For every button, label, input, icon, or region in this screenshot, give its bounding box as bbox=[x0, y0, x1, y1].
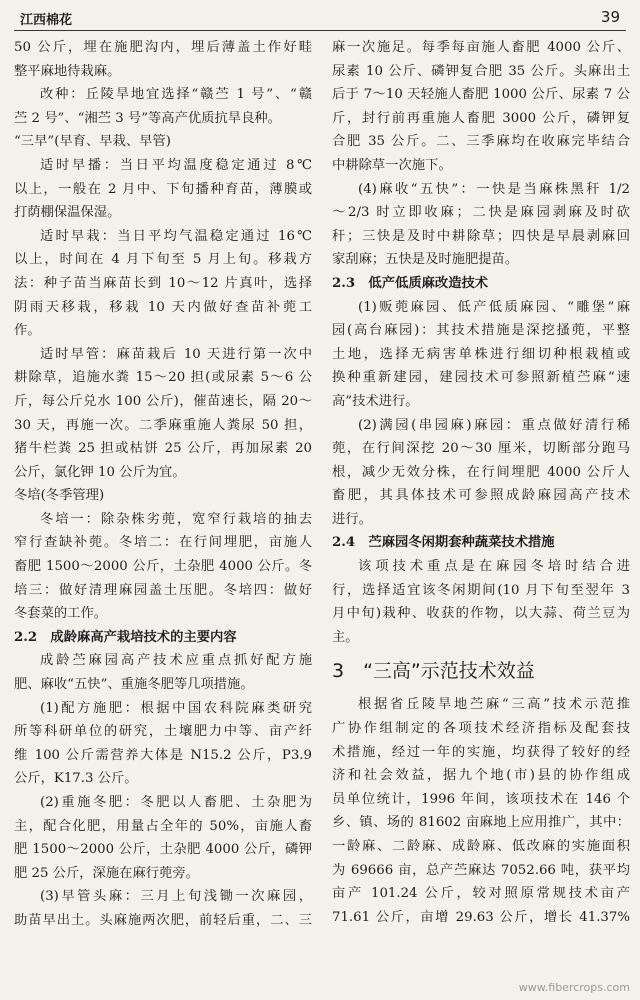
text-line: 高”技术进行。 bbox=[332, 393, 419, 409]
text-line: 作。 bbox=[14, 323, 41, 339]
text-line: 所等科研单位的研究，土壤肥力中等、亩产纤 bbox=[14, 724, 312, 740]
text-line: (3)早管头麻：三月上旬浅锄一次麻园， bbox=[40, 889, 312, 905]
section-heading: 2.4 苎麻园冬闲期套种蔬菜技术措施 bbox=[332, 535, 555, 551]
text-line: 苎 2 号”、“湘苎 3 号”等高产优质抗旱良种。 bbox=[14, 110, 281, 126]
text-line: 助苗早出土。头麻施两次肥，前轻后重，二、三 bbox=[14, 912, 312, 928]
text-line: 广协作组制定的各项技术经济指标及配套技 bbox=[332, 721, 630, 737]
left-column bbox=[14, 36, 312, 933]
text-line: 畜肥 1500～2000 公斤，土杂肥 4000 公斤。冬 bbox=[14, 559, 312, 575]
text-line: 亩产 101.24 公斤，较对照原常规技术亩产 bbox=[332, 886, 630, 902]
text-line: 为 69666 亩，总产苎麻达 7052.66 吨，获平均 bbox=[332, 862, 630, 878]
text-line: 以上，时间在 4 月下旬至 5 月上旬。移栽方 bbox=[14, 252, 312, 268]
text-line: 尿素 10 公斤、磷钾复合肥 35 公斤。头麻出土 bbox=[332, 63, 630, 79]
text-line: 打荫棚保温保湿。 bbox=[14, 205, 121, 221]
text-line: 以上，一般在 2 月中、下旬播种育苗，薄膜或 bbox=[14, 181, 312, 197]
text-line: 肥、麻收“五快”、重施冬肥等几项措施。 bbox=[14, 677, 254, 693]
text-line: 员单位统计，1996 年间，该项技术在 146 个 bbox=[332, 791, 630, 807]
text-line: (2)满园(串园麻)麻园：重点做好清行稀 bbox=[358, 417, 630, 433]
page-header bbox=[14, 6, 626, 31]
text-line: 主，配合化肥，用量占全年的 50%，亩施人畜 bbox=[14, 818, 312, 834]
text-line: 肥 1500～2000 公斤，土杂肥 4000 公斤，磷钾 bbox=[14, 842, 312, 858]
text-line: 公斤，氯化钾 10 公斤为宜。 bbox=[14, 464, 186, 480]
watermark-text: www.fibercrops.com bbox=[518, 981, 630, 994]
text-line: 园(高台麻园)：其技术措施是深挖搔蔸，平整 bbox=[332, 323, 630, 339]
text-line: 阴雨天移栽，移栽 10 天内做好查苗补蔸工 bbox=[14, 299, 312, 315]
text-line: 斤，每公斤兑水 100 公斤)，催苗速长，隔 20～ bbox=[14, 393, 312, 409]
page-number: 39 bbox=[600, 8, 620, 26]
text-line: 后于 7～10 天轻施人畜肥 1000 公斤、尿素 7 公 bbox=[332, 87, 630, 103]
text-line: 斤，封行前再重施人畜肥 3000 公斤，磷钾复 bbox=[332, 110, 630, 126]
text-line: 成龄苎麻园高产技术应重点抓好配方施 bbox=[40, 653, 312, 669]
text-line: 畜肥，其具体技术可参照成龄麻园高产技术 bbox=[332, 488, 630, 504]
text-line: 根，减少无效分株，在行间埋肥 4000 公斤人 bbox=[332, 464, 630, 480]
text-line: 月中旬)栽种、收获的作物，以大蒜、荷兰豆为 bbox=[332, 606, 630, 622]
text-line: 土地，选择无病害单株进行细切种根栽植或 bbox=[332, 346, 630, 362]
text-line: 根据省丘陵旱地苎麻“三高”技术示范推 bbox=[358, 697, 630, 713]
text-line: 术措施，经过一年的实施，均获得了较好的经 bbox=[332, 744, 630, 760]
text-line: 麻一次施足。每季每亩施人畜肥 4000 公斤、 bbox=[332, 40, 630, 55]
section-heading: 2.3 低产低质麻改造技术 bbox=[332, 275, 489, 291]
text-line: 一龄麻、二龄麻、成龄麻、低改麻的实施面积 bbox=[332, 839, 630, 854]
text-line: 济和社会效益，据九个地(市)县的协作组成 bbox=[332, 768, 630, 784]
text-line: 乡、镇、场的 81602 亩麻地上应用推广，其中： bbox=[332, 815, 630, 831]
text-line: 法：种子苗当麻苗长到 10～12 片真叶，选择 bbox=[14, 275, 312, 291]
text-line: 公斤，K17.3 公斤。 bbox=[14, 771, 138, 787]
right-column bbox=[332, 36, 630, 929]
text-line: 该项技术重点是在麻园冬培时结合进 bbox=[358, 559, 630, 575]
text-line: 行，选择适宜该冬闲期间(10 月下旬至翌年 3 bbox=[332, 582, 630, 598]
text-line: (1)贩蔸麻园、低产低质麻园、“雕堡”麻 bbox=[358, 299, 630, 315]
text-line: 主。 bbox=[332, 629, 359, 645]
text-line: 整平麻地待栽麻。 bbox=[14, 63, 121, 79]
text-line: (4)麻收“五快”：一快是当麻株黑秆 1/2 bbox=[358, 181, 630, 197]
text-line: 适时早栽：当日平均气温稳定通过 16℃ bbox=[40, 228, 312, 244]
text-line: (1)配方施肥：根据中国农科院麻类研究 bbox=[40, 700, 312, 716]
text-line: 冬培(冬季管理) bbox=[14, 488, 105, 504]
text-line: 71.61 公斤，亩增 29.63 公斤，增长 41.37% bbox=[332, 909, 630, 925]
text-line: 适时早管：麻苗栽后 10 天进行第一次中 bbox=[40, 346, 312, 362]
text-line: 改种：丘陵旱地宜选择“赣苎 1 号”、“赣 bbox=[40, 87, 312, 103]
text-line: 冬套菜的工作。 bbox=[14, 606, 108, 622]
text-line: 适时早播：当日平均温度稳定通过 8℃ bbox=[40, 157, 312, 173]
text-line: 秆；三快是及时中耕除草；四快是早晨剥麻回 bbox=[332, 228, 630, 244]
text-line: ～2/3 时立即收麻；二快是麻园剥麻及时砍 bbox=[332, 205, 630, 221]
text-line: (2)重施冬肥：冬肥以人畜肥、土杂肥为 bbox=[40, 795, 312, 810]
text-line: 中耕除草一次施下。 bbox=[332, 157, 452, 173]
text-line: 换种重新建园，建园技术可参照新植苎麻“速 bbox=[332, 370, 630, 386]
journal-name: 江西棉花 bbox=[20, 13, 73, 28]
text-line: 50 公斤，埋在施肥沟内，埋后薄盖土作好畦 bbox=[14, 40, 312, 55]
text-line: “三早”(早育、早栽、早管) bbox=[14, 134, 171, 150]
text-line: 肥 25 公斤，深施在麻行蔸旁。 bbox=[14, 865, 199, 881]
text-line: 30 天，再施一次。二季麻重施人粪尿 50 担， bbox=[14, 417, 312, 433]
text-line: 培三：做好清理麻园盖土压肥。冬培四：做好 bbox=[14, 582, 312, 598]
text-line: 家刮麻；五快是及时施肥提苗。 bbox=[332, 252, 519, 268]
text-line: 冬培一：除杂株劣蔸，宽窄行栽培的抽去 bbox=[40, 511, 312, 527]
text-line: 耕除草，追施水粪 15～20 担(或尿素 5～6 公 bbox=[14, 370, 312, 386]
section-heading: 2.2 成龄麻高产栽培技术的主要内容 bbox=[14, 629, 237, 645]
text-line: 蔸，在行间深挖 20～30 厘米，切断部分跑马 bbox=[332, 441, 630, 457]
text-line: 合肥 35 公斤。二、三季麻均在收麻完毕结合 bbox=[332, 134, 630, 150]
section-heading: 3 “三高”示范技术效益 bbox=[332, 660, 535, 683]
text-line: 猪牛栏粪 25 担或枯饼 25 公斤，再加尿素 20 bbox=[14, 441, 312, 457]
text-line: 进行。 bbox=[332, 511, 372, 527]
text-line: 维 100 公斤需营养大体是 N15.2 公斤，P3.9 bbox=[14, 747, 312, 763]
text-line: 窄行查缺补蔸。冬培二：在行间埋肥，亩施人 bbox=[14, 535, 312, 551]
